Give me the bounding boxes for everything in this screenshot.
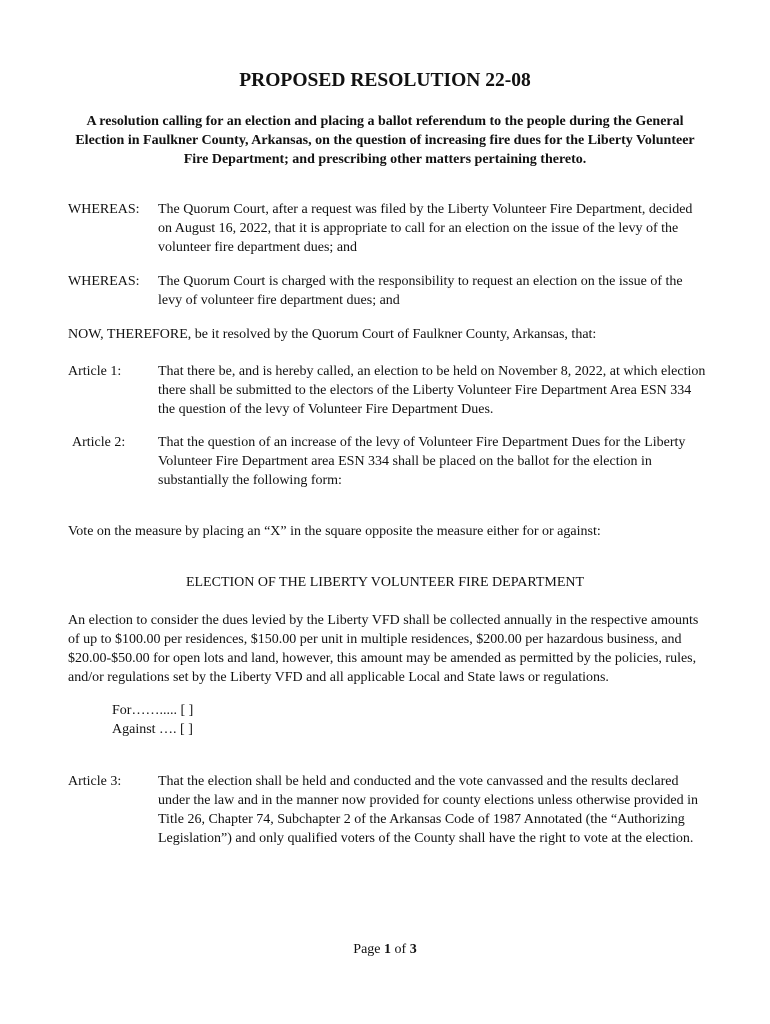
page-prefix: Page (353, 942, 385, 957)
article-label: Article 3: (68, 774, 122, 789)
ballot-heading: ELECTION OF THE LIBERTY VOLUNTEER FIRE DEPARTMENT (185, 575, 585, 590)
article-text: That the election shall be held and conducted and the vote canvassed and the results declared under the law and in the manner now provided for county elections unless otherwise provided in Title 26, Chapter 74, Subchapter 2 of the Arkansas Code of 1987 Annotated (the “Authorizing Legislation”) and only qualified voters of the County shall have the right to vote at the election. (158, 774, 699, 846)
article-label: Article 2: (72, 435, 126, 450)
page-number (0, 942, 770, 958)
whereas-text: The Quorum Court, after a request was filed by the Liberty Volunteer Fire Department, decided on August 16, 2022, that it is appropriate to call for an election on the issue of the levy of the volunteer fire department dues; and (158, 202, 693, 255)
ballot-text: An election to consider the dues levied by the Liberty VFD shall be collected annually in the respective amounts of up to $100.00 per residences, $150.00 per unit in multiple residences, $200.00 per hazardous business, and $20.00-$50.00 for open lots and land, however, this amount may be amended as permitted by the policies, rules, and/or regulations set by the Liberty VFD and all applicable Local and State laws or regulations. (68, 613, 699, 685)
vote-instruction: Vote on the measure by placing an “X” in the square opposite the measure either for or against: (68, 524, 601, 539)
ballot-option-against: Against …. [ ] (112, 722, 193, 737)
now-therefore-clause: NOW, THEREFORE, be it resolved by the Quorum Court of Faulkner County, Arkansas, that: (68, 327, 597, 342)
article-label: Article 1: (68, 364, 122, 379)
article-text: That the question of an increase of the levy of Volunteer Fire Department Dues for the Liberty Volunteer Fire Department area ESN 334 shall be placed on the ballot for the election in substantially the following form: (158, 435, 686, 488)
article-2 (68, 433, 708, 490)
article-text: That there be, and is hereby called, an election to be held on November 8, 2022, at which election there shall be submitted to the electors of the Liberty Volunteer Fire Department Area ESN 334 the question of the levy of Volunteer Fire Department Dues. (158, 364, 706, 417)
page-of: of (391, 942, 410, 957)
whereas-label: WHEREAS: (68, 274, 140, 289)
page-current: 1 (384, 942, 392, 957)
whereas-clause-1 (68, 200, 708, 257)
whereas-label: WHEREAS: (68, 202, 140, 217)
whereas-text: The Quorum Court is charged with the responsibility to request an election on the issue of the levy of volunteer fire department dues; and (158, 274, 683, 308)
ballot-option-for: For……..... [ ] (112, 703, 194, 718)
article-3 (68, 772, 708, 848)
page-total: 3 (409, 942, 417, 957)
article-1 (68, 362, 708, 419)
whereas-clause-2 (68, 272, 708, 310)
page-title: PROPOSED RESOLUTION 22-08 (239, 70, 531, 91)
resolution-summary: A resolution calling for an election and placing a ballot referendum to the people during the General Election in Faulkner County, Arkansas, on the question of increasing fire dues for the Liberty Volunteer Fire Department; and prescribing other matters pertaining thereto. (75, 114, 695, 167)
